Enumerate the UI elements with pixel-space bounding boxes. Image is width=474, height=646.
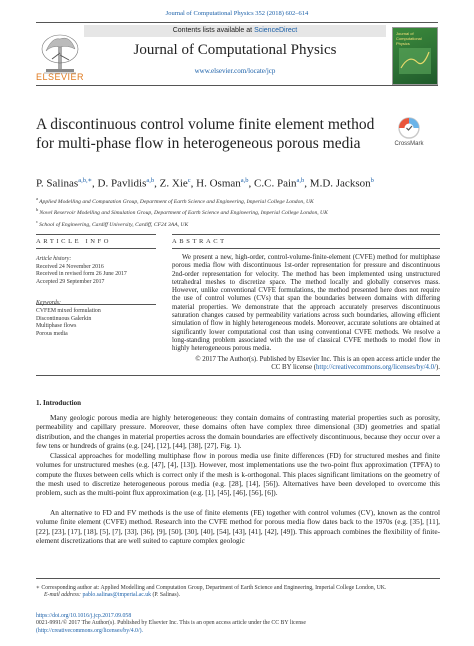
abstract-top-rule (172, 234, 440, 235)
journal-reference[interactable]: Journal of Computational Physics 352 (2018) 602–614 (165, 10, 309, 17)
author-list (36, 176, 440, 190)
cover-art-icon (393, 28, 437, 84)
intro-paragraph-2: Classical approaches for modelling multiphase flow in porous media use finite differences (FD) for structured meshes and finite volumes for unstructured meshes (e.g. [47], [4], [13]). However, most implementations use the two-point flux approximation (TPFA) to compute the fluxes between cells which is correct only if the mesh is k-orthogonal. This places significant limitations on the geometry of the mesh used to discretize heterogeneous porous media (e.g. [28], [14], [56]). Alternatives have been developed to overcome this problem, such as the multi-point flux approximation (e.g. [1], [45], [46], [56], [6]). (36, 451, 440, 498)
article-info-top-rule (36, 234, 156, 235)
affiliation-item (36, 195, 440, 206)
author-name[interactable]: P. Salinas (36, 177, 79, 190)
journal-title: Journal of Computational Physics (133, 42, 337, 58)
abstract-heading-rule (172, 248, 440, 249)
sciencedirect-link[interactable]: ScienceDirect (254, 27, 298, 34)
author-affiliation-marker[interactable]: a,b,∗ (78, 177, 92, 184)
affiliation-text: School of Engineering, Cardiff University, Cardiff, CF24 3AA, UK (39, 221, 189, 228)
abstract-bottom-rule (36, 375, 440, 376)
abstract-text: We present a new, high-order, control-volume-finite-element (CVFE) method for multiphase porous media flow with discontinuous 1st-order representation for pressure and discontinuous 2nd-order representation for velocity. The method has been implemented using unstructured tetrahedral meshes to discretize space. The method locally and globally conserves mass. However, unlike conventional CVFE formulations, the method presented here does not require the use of control volumes (CVs) that span the boundaries between domains with differing material properties. We demonstrate that the approach accurately preserves discontinuous saturation changes caused by permeability variations across such boundaries, allowing efficient simulation of flow in highly heterogeneous models. Moreover, accurate solutions are obtained at significantly lower computational cost than using conventional CVFE methods. We resolve a long-standing problem associated with the use of classical CVFE methods to model flow in highly heterogeneous porous media. (172, 254, 440, 353)
history-revised: Received in revised form 26 June 2017 (36, 271, 127, 278)
author-name[interactable]: H. Osman (196, 177, 241, 190)
history-received: Received 24 November 2016 (36, 263, 104, 270)
title-line-2: for multi-phase flow in heterogeneous porous media (36, 135, 361, 152)
author-separator: , (304, 177, 310, 190)
author-name[interactable]: M.D. Jackson (309, 177, 371, 190)
affiliation-marker: b (36, 207, 40, 213)
affiliation-text: Novel Reservoir Modelling and Simulation Group, Department of Earth Science and Engineering, Imperial College London, UK (39, 210, 328, 217)
journal-homepage-link[interactable]: www.elsevier.com/locate/jcp (194, 67, 276, 75)
journal-cover-thumbnail[interactable] (392, 27, 438, 85)
article-info-heading: ARTICLE INFO (36, 238, 112, 245)
license-prefix: CC BY license ( (271, 364, 316, 372)
cover-title: Journal of Computational Physics (396, 31, 422, 46)
email-label: E-mail address: (44, 592, 83, 599)
email-link[interactable]: pablo.salinas@imperial.ac.uk (82, 592, 152, 599)
history-accepted: Accepted 29 September 2017 (36, 278, 105, 285)
copyright-notice (172, 356, 440, 373)
author-affiliation-marker[interactable]: a,b (240, 177, 249, 184)
intro-paragraph-3: An alternative to FD and FV methods is the use of finite elements (FE) together with control volumes (CV), known as the control volume finite element (CVFE) method. Research into the CVFE method for porous media flow dates back to the 1970s (e.g. [35], [11], [22], [23], [17], [18], [5], [7], [33], [36], [9], [50], [30], [40], [54], [43], [41], [42], [49]). This approach combines the flexibility of finite-element discretizations that are well suited to capture complex geologic (36, 508, 440, 545)
issn-line: 0021-9991/© 2017 The Author(s). Published by Elsevier Inc. This is an open access article under the CC BY license (36, 620, 306, 627)
article-title (36, 115, 376, 153)
keyword-item: Porous media (36, 330, 68, 337)
affiliation-item (36, 206, 440, 217)
article-info-block (36, 256, 156, 338)
author-separator: , (154, 177, 160, 190)
journal-header (36, 22, 438, 86)
license-suffix: ). (436, 364, 440, 372)
title-line-1: A discontinuous control volume finite element method (36, 116, 375, 133)
affiliation-marker: c (36, 218, 40, 224)
doi-link[interactable]: https://doi.org/10.1016/j.jcp.2017.09.058 (36, 613, 132, 619)
keywords-label: Keywords: (36, 300, 61, 307)
keyword-item: Multiphase flows (36, 323, 77, 330)
contents-available-bar (84, 25, 386, 37)
footnote-rule (36, 578, 440, 579)
email-note (36, 592, 440, 599)
copyright-line-2 (172, 364, 440, 372)
affiliation-text: Applied Modelling and Computation Group, Department of Earth Science and Engineering, Imperial College London, UK (39, 198, 314, 205)
license-footer-link[interactable]: (http://creativecommons.org/licenses/by/4.0/). (36, 627, 143, 634)
affiliation-list (36, 195, 440, 229)
footnotes (36, 585, 440, 600)
elsevier-wordmark: ELSEVIER (36, 72, 85, 82)
article-info-bottom-rule (36, 248, 156, 249)
introduction-heading: 1. Introduction (36, 399, 81, 407)
author-name[interactable]: D. Pavlidis (97, 177, 147, 190)
author-name[interactable]: C.C. Pain (254, 177, 297, 190)
affiliation-marker: a (36, 196, 40, 201)
affiliation-item (36, 218, 440, 229)
abstract-heading: ABSTRACT (172, 238, 227, 245)
author-affiliation-marker[interactable]: c (187, 177, 191, 184)
copyright-line-1: © 2017 The Author(s). Published by Elsevier Inc. This is an open access article under the (195, 356, 440, 363)
crossmark-label: CrossMark (394, 141, 424, 147)
keyword-item: CVFEM mixed formulation (36, 307, 101, 314)
author-separator: , (248, 177, 255, 190)
history-label: Article history: (36, 256, 72, 262)
contents-prefix: Contents lists available at (172, 27, 255, 34)
author-affiliation-marker[interactable]: b (370, 177, 374, 184)
keyword-item: Discontinuous Galerkin (36, 315, 92, 322)
author-affiliation-marker[interactable]: a,b (296, 177, 305, 184)
author-separator: , (92, 177, 98, 190)
license-link[interactable]: http://creativecommons.org/licenses/by/4.0/ (316, 364, 436, 372)
author-affiliation-marker[interactable]: a,b (146, 177, 155, 184)
author-separator: , (190, 177, 197, 190)
corresponding-author-note: ∗ Corresponding author at: Applied Modelling and Computation Group, Department of Earth Science and Engineering, Imperial College London, UK. (36, 585, 387, 591)
intro-paragraph-1: Many geologic porous media are highly heterogeneous: they contain domains of contrasting material properties such as porosity, permeability and capillary pressure. Moreover, these domains often have complex three dimensional (3D) geometries and spatial distribution, and the changes in material properties across the domain boundaries are effectively discontinuous, because they occur over a few tens or hundreds of grains (e.g. [24], [12], [44], [38], [27], Fig. 1). (36, 413, 440, 450)
doi-block (36, 613, 440, 635)
email-suffix: (P. Salinas). (151, 592, 181, 599)
author-name[interactable]: Z. Xie (159, 177, 188, 190)
